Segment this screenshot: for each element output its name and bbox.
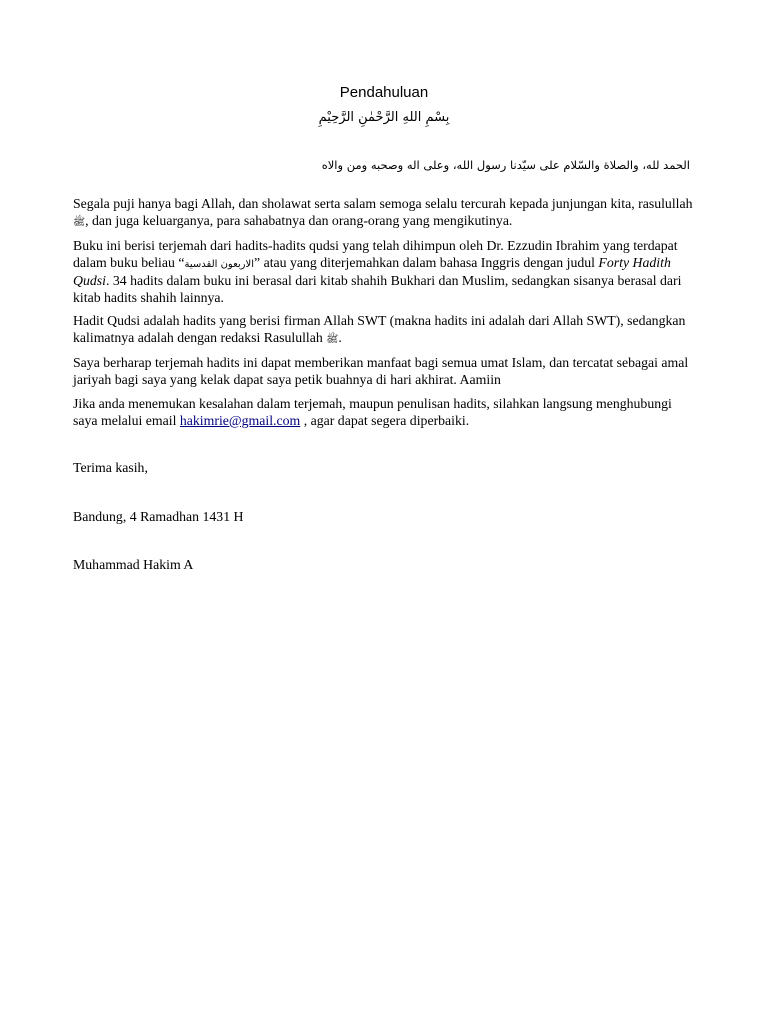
paragraph-book-part-3: . 34 hadits dalam buku ini berasal dari kitab shahih Bukhari dan Muslim, sedangkan sisanya berasal dari kitab hadits shahih lainnya. <box>73 273 682 305</box>
paragraph-definition-part-2: . <box>338 329 342 345</box>
paragraph-hadith-qudsi-definition <box>73 313 698 348</box>
paragraph-book-part-2: ” atau yang diterjemahkan dalam bahasa Inggris dengan judul <box>254 254 599 270</box>
page-title: Pendahuluan <box>339 84 429 101</box>
paragraph-contact-part-1: Jika anda menemukan kesalahan dalam terjemah, maupun penulisan hadits, silahkan langsung menghubungi saya melalui email <box>73 396 672 428</box>
saw-honorific: ﷺ <box>73 216 86 228</box>
paragraph-book-part-1: Buku ini berisi terjemah dari hadits-hadits qudsi yang telah dihimpun oleh Dr. Ezzudin Ibrahim yang terdapat dalam buku beliau “ <box>73 238 678 270</box>
paragraph-contact <box>73 396 698 429</box>
closing-text: Terima kasih, <box>73 460 148 475</box>
paragraph-praise-part-2: , dan juga keluarganya, para sahabatnya dan orang-orang yang mengikutinya. <box>85 212 513 228</box>
paragraph-praise-part-1: Segala puji hanya bagi Allah, dan sholawat serta salam semoga selalu tercurah kepada junjungan kita, rasulullah <box>73 196 693 211</box>
paragraph-praise <box>73 196 698 231</box>
arabic-book-title: الاربعون القدسية <box>184 258 254 270</box>
paragraph-hope: Saya berharap terjemah hadits ini dapat memberikan manfaat bagi semua umat Islam, dan tercatat sebagai amal jariyah bagi saya yang kelak dapat saya petik buahnya di hari akhirat. Aamiin <box>73 355 689 387</box>
paragraph-contact-part-2: , agar dapat segera diperbaiki. <box>300 412 470 428</box>
paragraph-definition-part-1: Hadit Qudsi adalah hadits yang berisi firman Allah SWT (makna hadits ini adalah dari Allah SWT), sedangkan kalimatnya adalah dengan redaksi Rasulullah <box>73 313 686 345</box>
basmala-text: بِسْمِ اللهِ الرَّحْمٰنِ الرَّحِيْمِ <box>318 110 450 125</box>
paragraph-book-description <box>73 238 698 306</box>
saw-honorific: ﷺ <box>326 333 339 345</box>
author-name: Muhammad Hakim A <box>73 557 194 572</box>
email-link[interactable]: hakimrie@gmail.com <box>179 412 301 428</box>
english-book-title: Forty Hadith Qudsi <box>73 254 671 288</box>
arabic-opening-text: الحمد لله، والصلاة والسّلام على سيّدنا رسول الله، وعلى اله وصحبه ومن والاه <box>321 158 690 172</box>
place-date-text: Bandung, 4 Ramadhan 1431 H <box>73 509 244 524</box>
